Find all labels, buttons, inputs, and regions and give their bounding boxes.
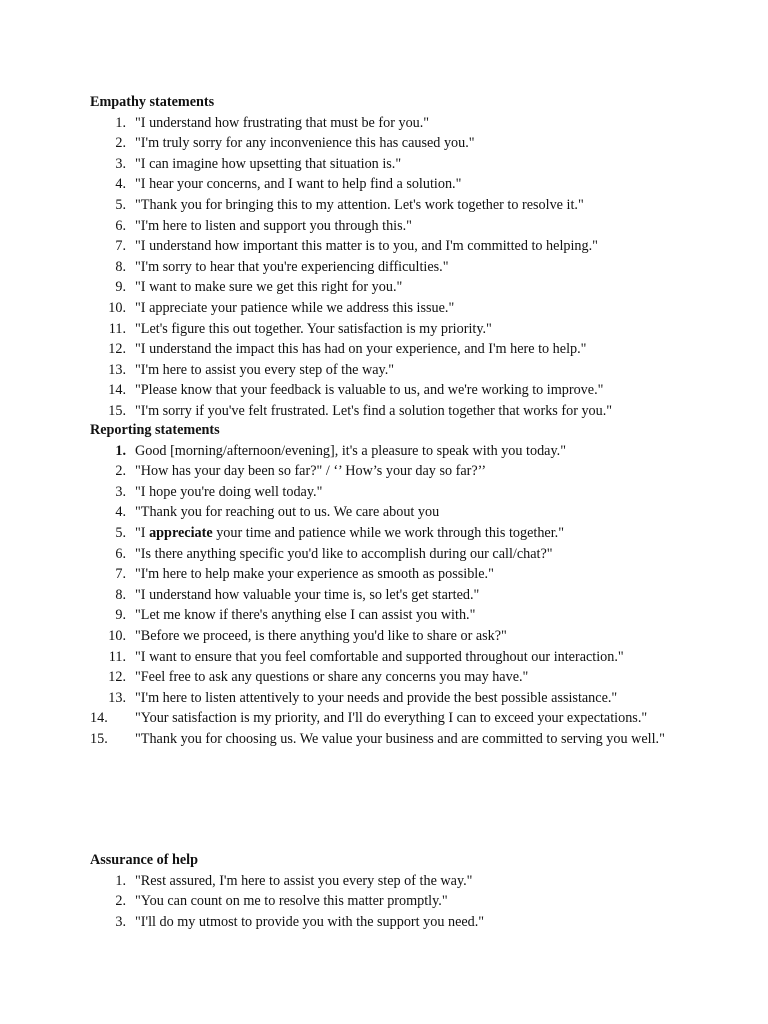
item-number: 10. (108, 627, 126, 644)
item-text: "I'm here to assist you every step of the way." (135, 361, 395, 378)
list-item (90, 626, 680, 647)
section-reporting-statements (90, 420, 680, 750)
list-item (90, 319, 680, 340)
item-text: "I hope you're doing well today." (135, 483, 323, 500)
item-text: "I want to make sure we get this right for you." (135, 279, 403, 296)
list-item (90, 523, 680, 544)
list-item (90, 544, 680, 565)
section-empathy-statements (90, 92, 680, 422)
item-number: 15. (90, 730, 108, 747)
item-text: "Let me know if there's anything else I can assist you with." (135, 607, 476, 624)
list-item (90, 502, 680, 523)
item-number: 11. (108, 320, 126, 337)
item-text-end: your time and patience while we work through this together." (212, 524, 564, 541)
item-text: "You can count on me to resolve this matter promptly." (135, 893, 448, 910)
item-number: 3. (115, 483, 126, 500)
list-item (90, 216, 680, 237)
item-number: 7. (115, 566, 126, 583)
list-item (90, 564, 680, 585)
item-number: 2. (115, 463, 126, 480)
item-text: "I'm here to listen attentively to your needs and provide the best possible assistance." (135, 689, 618, 706)
list-item (90, 133, 680, 154)
item-text: "I'm here to listen and support you through this." (135, 217, 412, 234)
list-item (90, 647, 680, 668)
item-number: 13. (108, 689, 126, 706)
list-item (90, 688, 680, 709)
item-number: 10. (108, 299, 126, 316)
item-number: 1. (115, 872, 126, 889)
item-number: 6. (115, 217, 126, 234)
item-number: 5. (115, 196, 126, 213)
item-number: 14. (90, 710, 108, 727)
item-text: "I hear your concerns, and I want to help find a solution." (135, 176, 462, 193)
item-text: "Feel free to ask any questions or share any concerns you may have." (135, 669, 529, 686)
list-item (90, 298, 680, 319)
list-item (90, 195, 680, 216)
item-text: "Thank you for choosing us. We value your business and are committed to serving you well." (135, 730, 665, 747)
item-number: 8. (115, 258, 126, 275)
item-text: Good [morning/afternoon/evening], it's a pleasure to speak with you today." (135, 442, 566, 459)
section-heading: Empathy statements (90, 94, 215, 110)
item-text-bold: appreciate (149, 524, 213, 541)
list-item (90, 360, 680, 381)
item-text: "I'll do my utmost to provide you with the support you need." (135, 913, 485, 930)
list-item (90, 277, 680, 298)
numbered-list (90, 871, 680, 933)
item-text: "Thank you for bringing this to my attention. Let's work together to resolve it." (135, 196, 584, 213)
item-text: "Thank you for reaching out to us. We care about you (135, 504, 440, 521)
section-assurance-of-help (90, 850, 680, 932)
list-item (90, 461, 680, 482)
item-text: "Is there anything specific you'd like to accomplish during our call/chat?" (135, 545, 553, 562)
item-number: 3. (115, 913, 126, 930)
section-heading: Reporting statements (90, 422, 220, 438)
item-text: "I understand how valuable your time is, so let's get started." (135, 586, 480, 603)
item-number: 13. (108, 361, 126, 378)
item-number: 1. (115, 114, 126, 131)
item-text: "I understand the impact this has had on your experience, and I'm here to help." (135, 341, 587, 358)
list-item (90, 912, 680, 933)
item-text: "I'm truly sorry for any inconvenience this has caused you." (135, 135, 475, 152)
numbered-list (90, 441, 680, 750)
list-item (90, 871, 680, 892)
list-item (90, 729, 680, 750)
item-text: "Please know that your feedback is valuable to us, and we're working to improve." (135, 382, 604, 399)
list-item (90, 585, 680, 606)
item-text: "Let's figure this out together. Your satisfaction is my priority." (135, 320, 492, 337)
list-item (90, 441, 680, 462)
item-text: "How has your day been so far?" / ‘’ How’s your day so far?’’ (135, 463, 487, 480)
item-number: 14. (108, 382, 126, 399)
section-heading: Assurance of help (90, 852, 198, 868)
item-number: 4. (115, 504, 126, 521)
item-text: "I can imagine how upsetting that situation is." (135, 155, 402, 172)
list-item (90, 257, 680, 278)
item-number: 7. (115, 238, 126, 255)
list-item (90, 401, 680, 422)
item-text: "Rest assured, I'm here to assist you every step of the way." (135, 872, 473, 889)
list-item (90, 113, 680, 134)
item-number: 8. (115, 586, 126, 603)
item-number: 1. (115, 442, 126, 459)
item-number: 9. (115, 607, 126, 624)
list-item (90, 174, 680, 195)
item-number: 5. (115, 524, 126, 541)
list-item (90, 667, 680, 688)
item-number: 2. (115, 135, 126, 152)
list-item (90, 708, 680, 729)
item-text: "I understand how important this matter is to you, and I'm committed to helping." (135, 238, 598, 255)
item-number: 3. (115, 155, 126, 172)
item-number: 11. (108, 648, 126, 665)
item-number: 12. (108, 669, 126, 686)
list-item (90, 154, 680, 175)
list-item (90, 482, 680, 503)
list-item (90, 891, 680, 912)
list-item (90, 380, 680, 401)
item-number: 15. (108, 402, 126, 419)
item-text: "I understand how frustrating that must be for you." (135, 114, 430, 131)
item-number: 12. (108, 341, 126, 358)
item-text: "I'm sorry if you've felt frustrated. Let's find a solution together that works for you." (135, 402, 613, 419)
item-text: "Before we proceed, is there anything you'd like to share or ask?" (135, 627, 507, 644)
item-text-start: "I (135, 524, 150, 541)
item-text: "Your satisfaction is my priority, and I'll do everything I can to exceed your expectations." (135, 710, 648, 727)
numbered-list (90, 113, 680, 422)
item-text: "I'm sorry to hear that you're experiencing difficulties." (135, 258, 449, 275)
item-number: 6. (115, 545, 126, 562)
list-item (90, 605, 680, 626)
item-text: "I appreciate your patience while we address this issue." (135, 299, 455, 316)
item-number: 2. (115, 893, 126, 910)
item-text: "I'm here to help make your experience as smooth as possible." (135, 566, 494, 583)
list-item (90, 339, 680, 360)
list-item (90, 236, 680, 257)
item-number: 9. (115, 279, 126, 296)
item-number: 4. (115, 176, 126, 193)
item-text: "I want to ensure that you feel comfortable and supported throughout our interaction." (135, 648, 624, 665)
